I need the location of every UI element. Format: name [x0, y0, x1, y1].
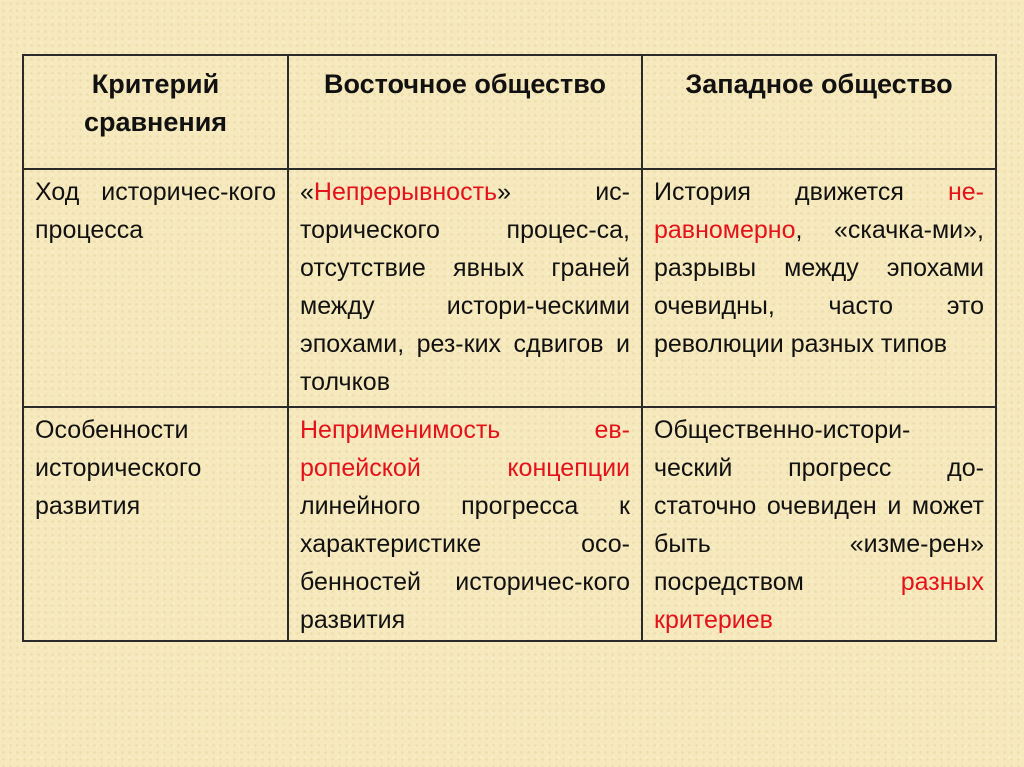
row-criterion: Особенности исторического развития [23, 407, 288, 641]
row-criterion: Ход историчес-кого процесса [23, 169, 288, 407]
comparison-table [22, 54, 997, 642]
cell-text: Общественно-истори-ческий прогресс до-статочно очевиден и может быть «изме-рен» посредством [654, 416, 984, 596]
cell-text: линейного прогресса к характеристике осо-бенностей историчес-кого развития [300, 492, 630, 634]
header-eastern-society: Восточное общество [288, 55, 642, 169]
cell-text: » ис-торического процес-са, отсутствие явных граней между истори-ческими эпохами, рез-ких сдвигов и толчков [300, 178, 630, 396]
highlight-text: Неприменимость ев-ропейской концепции [300, 416, 630, 482]
cell-text: , «скачка-ми», разрывы между эпохами очевидны, часто это революции разных типов [654, 216, 984, 358]
table-header-row [23, 55, 996, 169]
highlight-text: разных критериев [654, 568, 984, 634]
header-western-society: Западное общество [642, 55, 996, 169]
row-western-cell [642, 407, 996, 641]
table-row [23, 169, 996, 407]
highlight-text: Непрерывность [313, 178, 498, 206]
cell-text: История движется [654, 178, 948, 206]
row-western-cell [642, 169, 996, 407]
table-row [23, 407, 996, 641]
header-criterion: Критерий сравнения [23, 55, 288, 169]
highlight-text: не-равномерно [654, 178, 984, 244]
row-eastern-cell [288, 407, 642, 641]
row-eastern-cell [288, 169, 642, 407]
quote-open: « [300, 178, 314, 206]
